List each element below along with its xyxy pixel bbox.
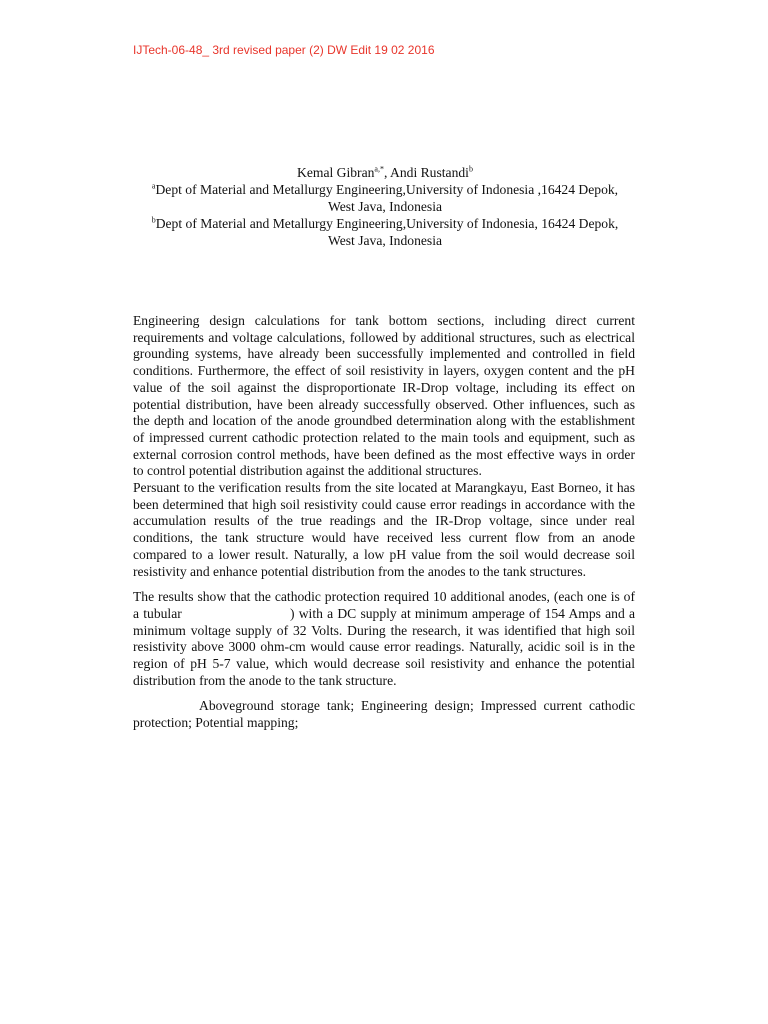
author-1-superscript: a,* [374,164,384,174]
abstract-section [133,313,635,732]
affiliation-a [130,181,640,215]
author-line [130,164,640,181]
author-1-name: Kemal Gibran [297,165,375,180]
keywords-paragraph [133,698,635,731]
abstract-paragraph-3-part-b: ) with a DC supply at minimum amperage of 154 Amps and a minimum voltage supply of 32 Volts. During the research, it was identified that high soil resistivity above 3000 ohm-cm would cause error readings. Naturally, acidic soil is in the region of pH 5-7 value, which would decrease soil resistivity and enhance the potential distribution from the anode to the tank structure. [133,605,636,688]
document-header-id: IJTech-06-48_ 3rd revised paper (2) DW Edit 19 02 2016 [133,43,435,57]
affiliation-b-line2: West Java, Indonesia [327,233,443,248]
author-block [130,164,640,249]
affiliation-a-line2: West Java, Indonesia [327,199,443,214]
affiliation-b-superscript: b [151,215,156,225]
author-separator: , [383,165,391,180]
abstract-paragraph-2: Persuant to the verification results from the site located at Marangkayu, East Borneo, it has been determined that high soil resistivity could cause error readings in accordance with the accumulation results of the true readings and the IR-Drop voltage, since under real conditions, the tank structure would have received less current flow from an anode compared to a lower result. Naturally, a low pH value from the soil would decrease soil resistivity and enhance potential distribution from the anodes to the tank structures. [133,480,635,579]
affiliation-a-line1: Dept of Material and Metallurgy Engineering,University of Indonesia ,16424 Depok, [155,182,619,197]
affiliation-a-superscript: a [151,181,156,191]
keywords-text: Aboveground storage tank; Engineering design; Impressed current cathodic protection; Potential mapping; [133,698,635,731]
affiliation-b [130,215,640,249]
abstract-paragraph-1: Engineering design calculations for tank bottom sections, including direct current requirements and voltage calculations, followed by additional structures, such as electrical grounding systems, have already been successfully implemented and controlled in field conditions. Furthermore, the effect of soil resistivity in layers, oxygen content and the pH value of the soil against the disproportionate IR-Drop voltage, including its effect on potential distribution, have been already successfully observed. Other influences, such as the depth and location of the anode groundbed determination along with the establishment of impressed current cathodic protection related to the main tools and equipment, such as external corrosion control methods, have been defined as the most effective ways in order to control potential distribution against the additional structures. [133,313,635,479]
author-2-superscript: b [468,164,473,174]
author-2-name: Andi Rustandi [390,165,469,180]
affiliation-b-line1: Dept of Material and Metallurgy Engineering,University of Indonesia, 16424 Depok, [155,216,619,231]
abstract-paragraph-3-part-a: The results show that the cathodic protection required 10 additional anodes, (each one is of a tubular [133,589,635,621]
abstract-paragraph-3 [133,589,635,689]
